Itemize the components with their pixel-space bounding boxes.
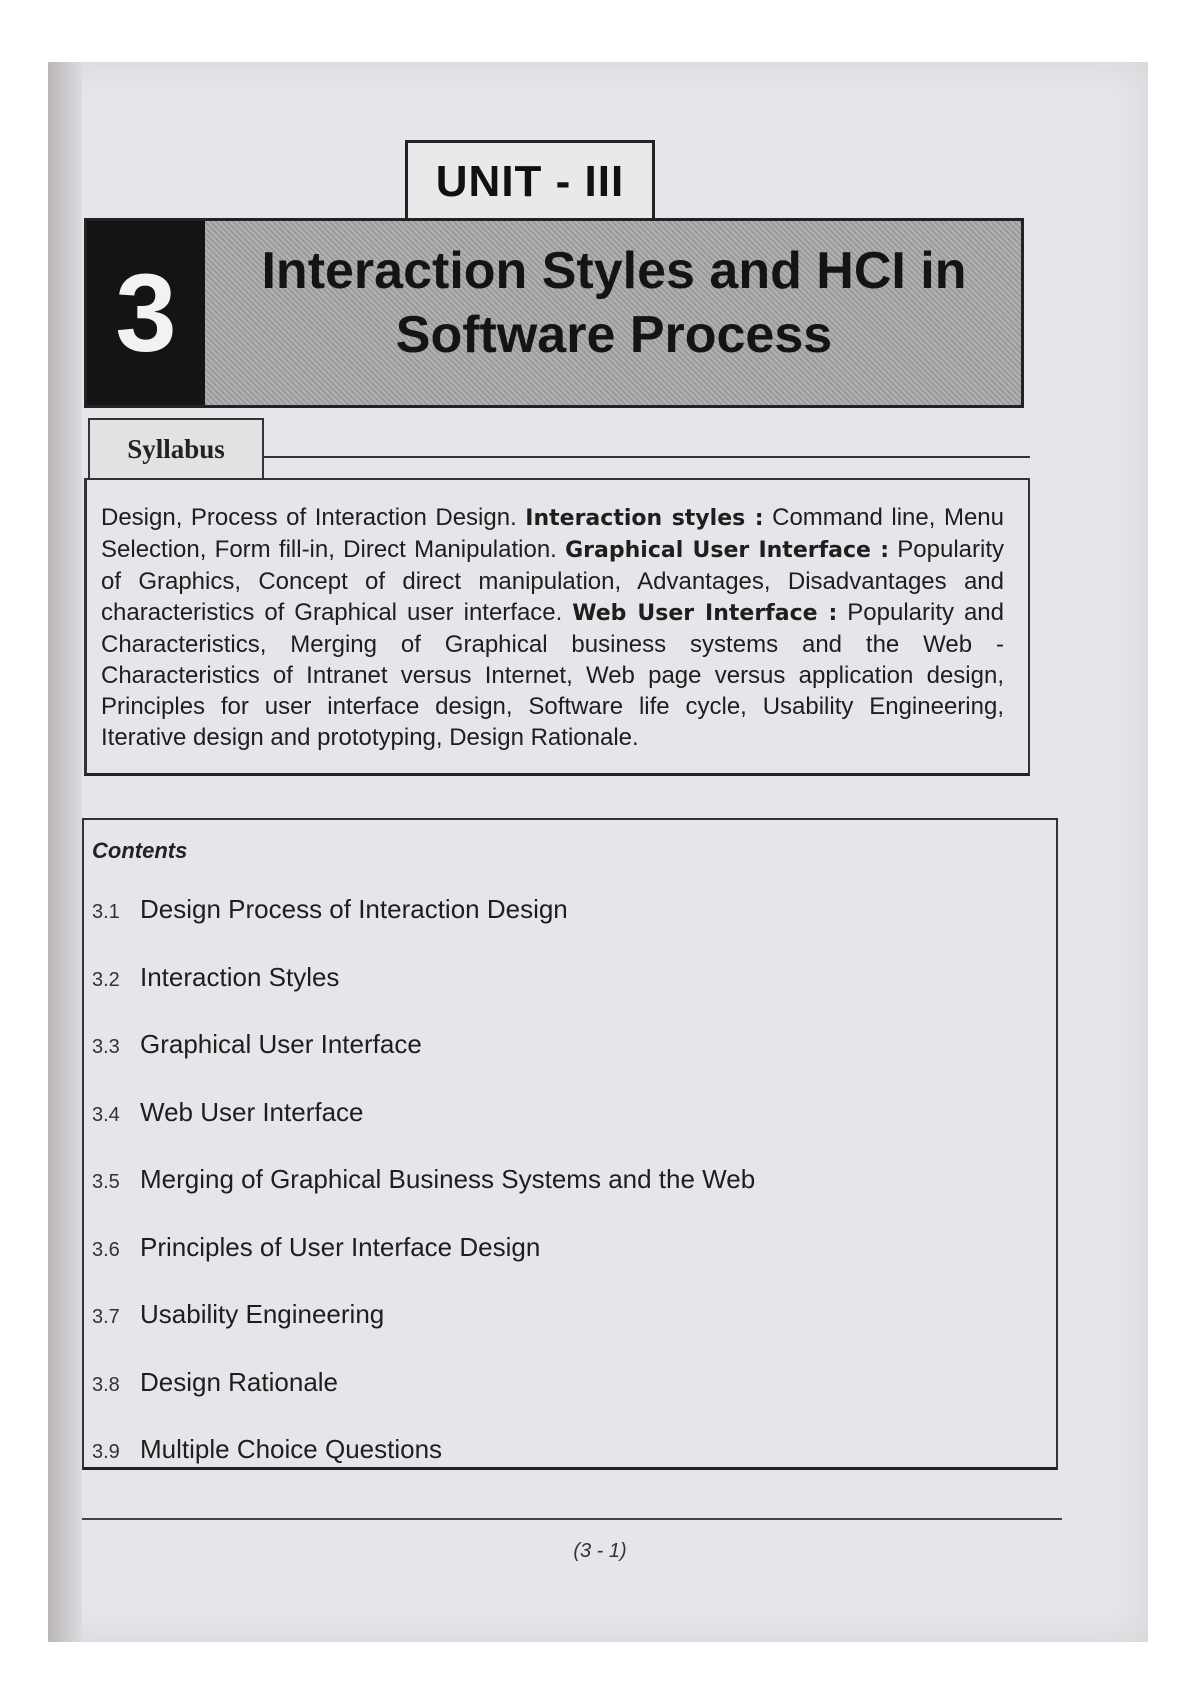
contents-item-number: 3.7: [92, 1306, 120, 1328]
contents-item: [92, 1434, 1044, 1502]
syllabus-topic-heading: Graphical User Interface :: [565, 538, 890, 563]
chapter-number: 3: [87, 221, 205, 405]
chapter-title: [217, 239, 1011, 367]
contents-item: [92, 1097, 1044, 1165]
contents-item-label: Web User Interface: [140, 1096, 364, 1127]
contents-heading: Contents: [92, 838, 188, 863]
page-spine-shadow: [48, 62, 82, 1642]
syllabus-heading: Syllabus: [88, 418, 264, 480]
contents-item-label: Multiple Choice Questions: [140, 1434, 443, 1464]
syllabus-text: [101, 502, 1004, 753]
syllabus-topic-text: Popularity and Characteristics, Merging of Graphical business systems and the Web - Characteristics of Intranet versus Internet, Web page versus application design, Principles for user interface design, Software life cycle, Usability Engineering, Iterative design and prototyping, Design Rationale.: [101, 599, 1004, 751]
contents-item: [92, 894, 1044, 962]
contents-item-label: Merging of Graphical Business Systems and the Web: [140, 1164, 756, 1194]
chapter-title-line-2: Software Process: [395, 306, 833, 364]
contents-item: [92, 1367, 1044, 1435]
contents-item-number: 3.9: [92, 1441, 120, 1463]
contents-item-number: 3.5: [92, 1171, 120, 1193]
contents-item-number: 3.6: [92, 1238, 120, 1261]
contents-item: [92, 1299, 1044, 1367]
contents-item-number: 3.3: [92, 1036, 120, 1058]
syllabus-topic-heading: Interaction styles :: [525, 506, 764, 531]
syllabus-box: [84, 478, 1030, 776]
syllabus-divider: [264, 456, 1030, 458]
page-number: (3 - 1): [573, 1540, 627, 1562]
footer-divider: [82, 1518, 1062, 1520]
syllabus-topic-text: Popularity of Graphics, Concept of direct manipulation, Advantages, Disadvantages and characteristics of Graphical user interface.: [101, 536, 1005, 626]
contents-item-label: Usability Engineering: [140, 1299, 385, 1329]
syllabus-topic-heading: Web User Interface :: [572, 601, 838, 626]
contents-list: [92, 894, 1044, 1502]
contents-item-number: 3.2: [92, 968, 120, 991]
contents-item-label: Design Process of Interaction Design: [140, 894, 568, 924]
contents-box: [82, 818, 1058, 1470]
contents-item: [92, 1232, 1044, 1300]
contents-item-label: Graphical User Interface: [140, 1029, 422, 1059]
contents-item-number: 3.8: [92, 1373, 120, 1396]
unit-label: UNIT - III: [405, 140, 655, 224]
chapter-title-line-1: Interaction Styles and HCI in: [261, 242, 967, 300]
contents-item-label: Design Rationale: [140, 1366, 339, 1397]
contents-item: [92, 962, 1044, 1030]
syllabus-topic-text: Command line, Menu Selection, Form fill-in, Direct Manipulation.: [101, 504, 1004, 563]
syllabus-topic-text: Design, Process of Interaction Design.: [101, 504, 526, 531]
contents-item: [92, 1029, 1044, 1097]
contents-item-label: Interaction Styles: [140, 961, 340, 992]
contents-item-number: 3.1: [92, 901, 120, 923]
contents-item-number: 3.4: [92, 1103, 120, 1126]
contents-item-label: Principles of User Interface Design: [140, 1231, 541, 1262]
chapter-banner: [84, 218, 1024, 408]
contents-item: [92, 1164, 1044, 1232]
